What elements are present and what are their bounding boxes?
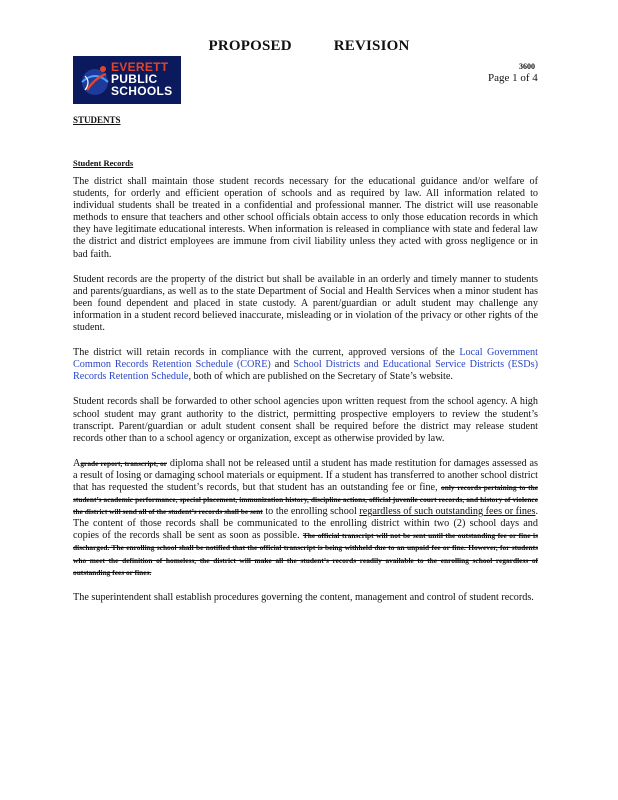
title-proposed: PROPOSED <box>208 38 292 54</box>
restitution-text-b: diploma shall not be released until a student has made restitution for damages assessed as a result of losing or damaging school materials or equipment. If a student has transferred to another school district that has requested the student’s records, but that student has an outstanding fee or fine, <box>73 457 538 493</box>
everett-public-schools-logo <box>73 56 181 104</box>
policy-body <box>73 176 538 617</box>
paragraph-records-property: Student records are the property of the district but shall be available in an orderly and timely manner to students and parents/guardians, as well as to the state Department of Social and Health Services when a minor student has been found dependent and placed in state custody. A parent/guardian or adult student may challenge any information in a student record believed inaccurate, misleading or in violation of the privacy or other rights of the student. <box>73 273 538 334</box>
inserted-regardless: regardless of such outstanding fees or fines <box>359 506 536 518</box>
struck-records-list: only records pertaining to the student’s academic performance, special placement, immunization history, discipline actions, official juvenile court records, and history of violence the district will send all of the student’s records shall be sent <box>73 482 538 517</box>
esd-schedule-link[interactable]: School Districts and Educational Service Districts (ESDs) Records Retention Schedule <box>73 359 538 383</box>
title-revision: REVISION <box>333 38 410 54</box>
page-indicator: Page 1 of 4 <box>488 72 538 84</box>
paragraph-retention <box>73 347 538 383</box>
document-title <box>0 38 618 55</box>
logo-line-everett: EVERETT <box>111 60 169 74</box>
restitution-text-c: to the enrolling school <box>262 506 360 518</box>
paragraph-maintain-records: The district shall maintain those student records necessary for the educational guidance and/or welfare of students, for orderly and efficient operation of schools and as required by law. All information related to individual students shall be treated in a confidential and professional manner. The district will use reasonable methods to ensure that teachers and other school officials obtain access to only those education records in which they have legitimate educational interests. When information is released in compliance with state and federal law the district and district employees are immune from civil liability unless they acted with gross negligence or in bad faith. <box>73 176 538 260</box>
logo-line-schools: SCHOOLS <box>111 84 173 98</box>
retention-text-b: and <box>270 359 294 371</box>
struck-grade-report: grade report, transcript, or <box>80 458 168 468</box>
retention-text-a: The district will retain records in compliance with the current, approved versions of the <box>73 347 460 359</box>
logo-line-public: PUBLIC <box>111 72 158 86</box>
retention-text-c: , both of which are published on the Secretary of State’s website. <box>188 371 453 383</box>
logo-text <box>111 61 172 97</box>
paragraph-restitution <box>73 458 538 579</box>
struck-official-transcript: The official transcript will not be sent until the outstanding fee or fine is discharged. The enrolling school shall be notified that the official transcript is being withheld due to an unpaid fee or fine. However, for students who meet the definition of homeless, the district will make all the student’s records readily available to the enrolling school regardless of outstanding fees or fines. <box>73 531 538 577</box>
restitution-text-a: A <box>73 457 81 469</box>
restitution-text-d: . The content of those records shall be communicated to the enrolling district within two (2) school days and copies of the records shall be sent as soon as possible. <box>73 506 539 542</box>
core-schedule-link[interactable]: Local Government Common Records Retention Schedule (CORE) <box>73 347 538 371</box>
paragraph-superintendent: The superintendent shall establish procedures governing the content, management and control of student records. <box>73 591 534 603</box>
section-title: STUDENTS <box>73 115 121 125</box>
policy-heading <box>73 158 133 168</box>
policy-number: 3600 <box>519 62 535 71</box>
paragraph-forwarding: Student records shall be forwarded to other school agencies upon written request from the school agency. A high school student may grant authority to the district, permitting prospective employers to review the student’s transcript. Parent/guardian or adult student consent shall be required before the district may release student records other than to a school agency or organization, except as otherwise provided by law. <box>73 396 538 444</box>
policy-heading-text: Student Records <box>73 158 134 168</box>
